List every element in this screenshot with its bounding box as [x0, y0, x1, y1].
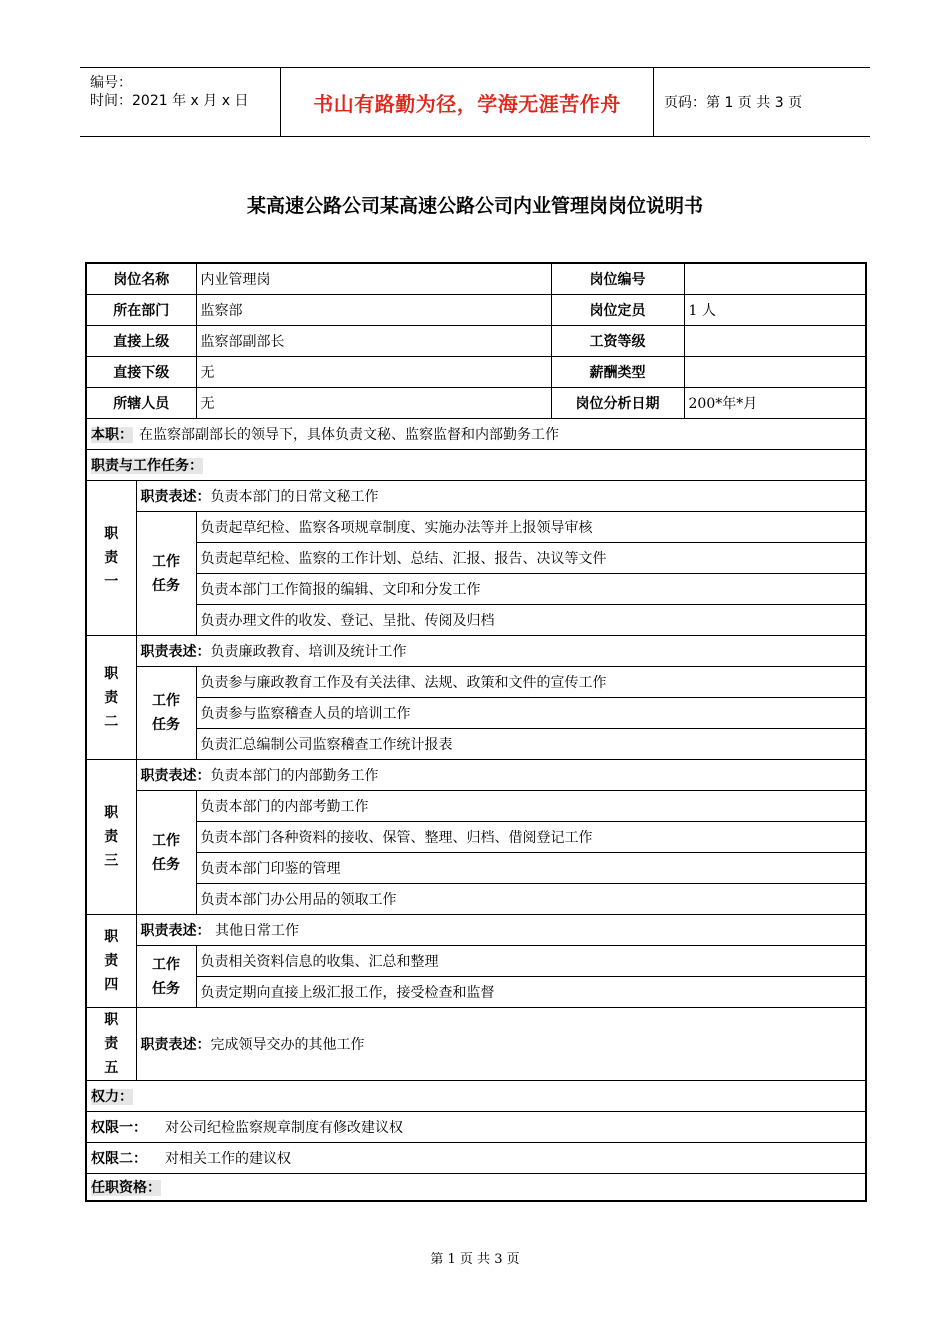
duty-group-char: 职 — [104, 526, 119, 542]
page-footer: 第 1 页 共 3 页 — [430, 1252, 520, 1267]
statement-label: 职责表述： — [140, 489, 211, 505]
task-row — [86, 729, 866, 760]
info-value — [684, 357, 866, 388]
info-value: 无 — [196, 388, 551, 419]
task-item: 负责本部门工作简报的编辑、文印和分发工作 — [196, 574, 866, 605]
task-group-label — [136, 512, 196, 636]
task-group-word: 工作 — [152, 693, 180, 709]
duty-group-char: 责 — [104, 550, 119, 566]
duty-label: 本职： — [91, 427, 133, 443]
info-label: 工资等级 — [551, 326, 684, 357]
number-label: 编号： — [90, 75, 132, 91]
task-row — [86, 543, 866, 574]
header-page-cell — [654, 68, 870, 136]
authority-row — [86, 1143, 866, 1174]
task-row — [86, 946, 866, 977]
duty-statement-cell — [136, 1008, 866, 1081]
header-meta-cell — [80, 68, 281, 136]
info-row — [86, 357, 866, 388]
authority-heading-row — [86, 1081, 866, 1112]
duty-statement-row — [86, 915, 866, 946]
task-item: 负责起草纪检、监察的工作计划、总结、汇报、报告、决议等文件 — [196, 543, 866, 574]
duty-group-char: 三 — [104, 853, 119, 869]
task-item: 负责本部门的内部考勤工作 — [196, 791, 866, 822]
task-item: 负责本部门办公用品的领取工作 — [196, 884, 866, 915]
qualification-heading-text: 任职资格： — [91, 1180, 161, 1196]
duty-text: 在监察部副部长的领导下，具体负责文秘、监察监督和内部勤务工作 — [139, 427, 559, 443]
duty-group-char: 二 — [104, 713, 119, 730]
page-info: 页码：第 1 页 共 3 页 — [664, 95, 803, 111]
duty-statement-cell — [136, 481, 866, 512]
authority-label: 权限二： — [91, 1151, 147, 1167]
task-group-word: 任务 — [152, 856, 180, 873]
task-row — [86, 667, 866, 698]
duty-group-char: 职 — [104, 1012, 119, 1028]
statement-text: 其他日常工作 — [210, 923, 299, 939]
authority-heading — [86, 1081, 866, 1112]
authority-heading-text: 权力： — [91, 1089, 133, 1105]
header-motto-cell — [281, 68, 654, 136]
task-row — [86, 884, 866, 915]
task-row — [86, 698, 866, 729]
document-title: 某高速公路公司某高速公路公司内业管理岗岗位说明书 — [246, 195, 703, 217]
info-value: 监察部副部长 — [196, 326, 551, 357]
duty-row — [86, 419, 866, 450]
info-label: 所在部门 — [86, 295, 196, 326]
duty-group-char: 四 — [104, 977, 119, 993]
info-label: 岗位分析日期 — [551, 388, 684, 419]
info-value: 200*年*月 — [684, 388, 866, 419]
duty-group-char: 职 — [104, 929, 119, 945]
duty-group-label — [86, 760, 136, 915]
task-item: 负责本部门印鉴的管理 — [196, 853, 866, 884]
info-row — [86, 326, 866, 357]
task-row — [86, 791, 866, 822]
qualification-heading-row — [86, 1174, 866, 1202]
duty-group-char: 责 — [104, 953, 119, 969]
authority-label: 权限一： — [91, 1120, 147, 1136]
info-label: 薪酬类型 — [551, 357, 684, 388]
info-label: 岗位编号 — [551, 263, 684, 295]
info-value: 内业管理岗 — [196, 263, 551, 295]
statement-label: 职责表述： — [140, 923, 211, 939]
info-label: 岗位名称 — [86, 263, 196, 295]
authority-text: 对相关工作的建议权 — [165, 1151, 291, 1167]
task-item: 负责相关资料信息的收集、汇总和整理 — [196, 946, 866, 977]
duty-statement-cell — [136, 636, 866, 667]
task-item: 负责参与廉政教育工作及有关法律、法规、政策和文件的宣传工作 — [196, 667, 866, 698]
duty-group-char: 责 — [104, 829, 119, 845]
task-item: 负责定期向直接上级汇报工作，接受检查和监督 — [196, 977, 866, 1008]
duty-group-char: 职 — [104, 805, 119, 821]
duty-group-label — [86, 915, 136, 1008]
task-group-label — [136, 667, 196, 760]
duty-group-char: 责 — [104, 689, 119, 706]
authority-cell — [86, 1143, 866, 1174]
table-body — [86, 263, 866, 1201]
duty-statement-row — [86, 636, 866, 667]
task-group-word: 任务 — [152, 577, 180, 594]
info-row — [86, 263, 866, 295]
job-description-table — [85, 262, 867, 1202]
duty-group-char: 一 — [104, 574, 119, 590]
responsibilities-heading-text: 职责与工作任务： — [91, 458, 203, 474]
duty-statement-row — [86, 481, 866, 512]
task-row — [86, 512, 866, 543]
info-value: 无 — [196, 357, 551, 388]
document-header — [80, 67, 870, 137]
duty-statement-cell — [136, 915, 866, 946]
info-value: 监察部 — [196, 295, 551, 326]
duty-group-char: 责 — [104, 1036, 119, 1052]
motto-text: 书山有路勤为径，学海无涯苦作舟 — [313, 91, 621, 116]
duty-group-label — [86, 481, 136, 636]
info-value — [684, 326, 866, 357]
authority-row — [86, 1112, 866, 1143]
task-group-word: 工作 — [152, 956, 180, 973]
duty-statement-row — [86, 760, 866, 791]
info-row — [86, 388, 866, 419]
task-item: 负责参与监察稽查人员的培训工作 — [196, 698, 866, 729]
task-item: 负责本部门各种资料的接收、保管、整理、归档、借阅登记工作 — [196, 822, 866, 853]
statement-text: 完成领导交办的其他工作 — [210, 1037, 365, 1053]
duty-group-char: 五 — [104, 1060, 119, 1076]
duty-group-label — [86, 636, 136, 760]
task-group-word: 工作 — [152, 553, 180, 570]
duty-statement-row — [86, 1008, 866, 1081]
statement-text: 负责本部门的内部勤务工作 — [210, 768, 379, 784]
duty-statement-cell — [136, 760, 866, 791]
task-group-word: 工作 — [152, 832, 180, 849]
info-label: 直接上级 — [86, 326, 196, 357]
responsibilities-heading — [86, 450, 866, 481]
info-label: 所辖人员 — [86, 388, 196, 419]
task-row — [86, 605, 866, 636]
task-group-label — [136, 791, 196, 915]
info-label: 直接下级 — [86, 357, 196, 388]
authority-cell — [86, 1112, 866, 1143]
info-label: 岗位定员 — [551, 295, 684, 326]
task-row — [86, 853, 866, 884]
task-item: 负责办理文件的收发、登记、呈批、传阅及归档 — [196, 605, 866, 636]
statement-text: 负责本部门的日常文秘工作 — [210, 489, 379, 505]
responsibilities-heading-row — [86, 450, 866, 481]
task-row — [86, 574, 866, 605]
info-row — [86, 295, 866, 326]
statement-text: 负责廉政教育、培训及统计工作 — [210, 644, 407, 660]
statement-label: 职责表述： — [140, 1037, 211, 1053]
info-value: 1 人 — [684, 295, 866, 326]
duty-group-label — [86, 1008, 136, 1081]
task-group-word: 任务 — [152, 980, 180, 997]
task-row — [86, 977, 866, 1008]
task-row — [86, 822, 866, 853]
qualification-heading — [86, 1174, 866, 1202]
statement-label: 职责表述： — [140, 768, 211, 784]
duty-cell — [86, 419, 866, 450]
task-group-word: 任务 — [152, 717, 180, 733]
authority-text: 对公司纪检监察规章制度有修改建议权 — [165, 1120, 403, 1136]
time-label: 时间：2021 年 x 月 x 日 — [90, 93, 249, 109]
task-group-label — [136, 946, 196, 1008]
task-item: 负责汇总编制公司监察稽查工作统计报表 — [196, 729, 866, 760]
info-value — [684, 263, 866, 295]
statement-label: 职责表述： — [140, 644, 211, 660]
duty-group-char: 职 — [104, 665, 119, 682]
task-item: 负责起草纪检、监察各项规章制度、实施办法等并上报领导审核 — [196, 512, 866, 543]
